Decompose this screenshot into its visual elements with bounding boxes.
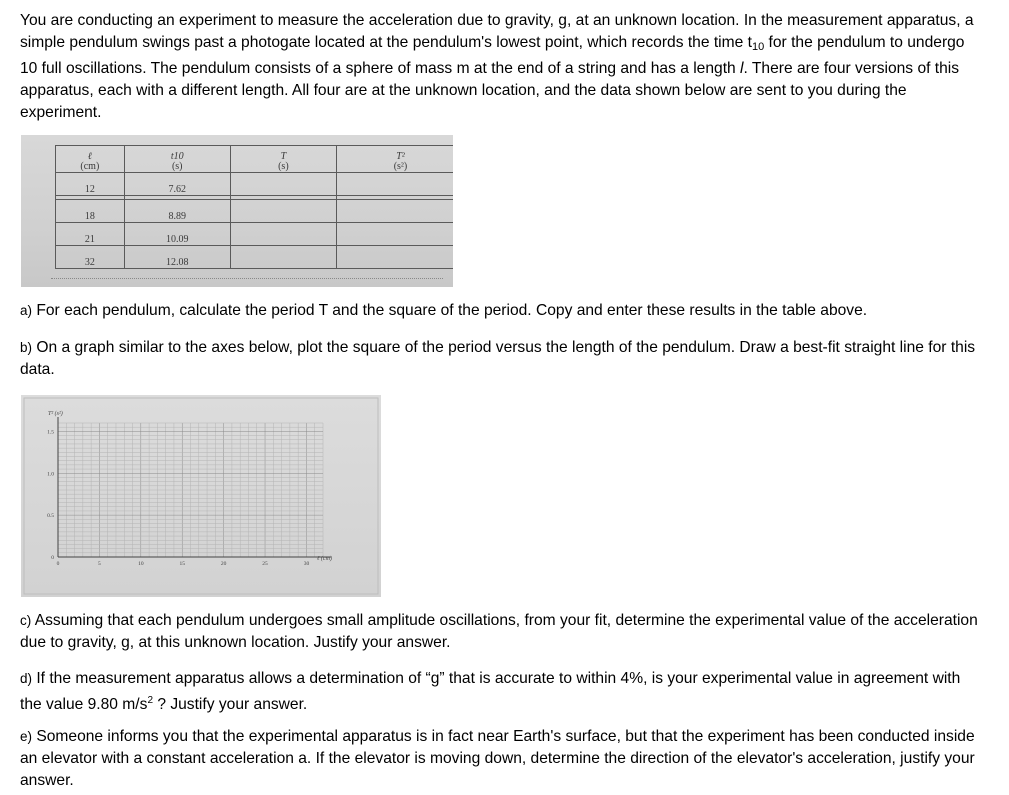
header-t10: t10 (s) bbox=[124, 146, 230, 173]
data-table-image bbox=[21, 135, 453, 287]
y-tick-label: 0.5 bbox=[47, 513, 54, 520]
x-tick-label: 0 bbox=[56, 561, 60, 567]
question-e: e) Someone informs you that the experimental apparatus is in fact near Earth's surface, but that the experiment has been conducted inside an elevator with a constant acceleration a. If the elevator is moving down, determine the direction of the elevator's acceleration, justify your answer. bbox=[20, 728, 975, 789]
cell-length: 12 bbox=[56, 173, 125, 196]
cell-period-squared-empty bbox=[336, 200, 453, 223]
table-row bbox=[56, 173, 454, 196]
x-axis-label: ℓ (cm) bbox=[317, 556, 332, 562]
question-d: d) If the measurement apparatus allows a determination of “g” that is accurate to within 4%, is your experimental value in agreement with the value 9.80 $m/s^2$ ? Justify your answer. bbox=[20, 670, 961, 714]
y-tick-label: 0 bbox=[51, 555, 54, 561]
x-tick-label: 20 bbox=[220, 561, 227, 567]
cell-length: 18 bbox=[56, 200, 125, 223]
cell-length: 21 bbox=[56, 223, 125, 246]
x-tick-label: 10 bbox=[138, 561, 144, 567]
table-row bbox=[56, 246, 454, 269]
scan-edge-dots bbox=[51, 278, 443, 279]
table-header-row bbox=[56, 146, 454, 173]
data-table bbox=[55, 145, 453, 269]
y-tick-label: 1.5 bbox=[47, 429, 54, 436]
x-tick-label: 15 bbox=[179, 561, 185, 567]
graph-axes bbox=[21, 395, 381, 597]
header-length: ℓ (cm) bbox=[56, 146, 125, 173]
cell-t10: 8.89 bbox=[124, 200, 230, 223]
question-a: a) For each pendulum, calculate the period T and the square of the period. Copy and enter these results in the table above. bbox=[20, 302, 868, 319]
table-row bbox=[56, 223, 454, 246]
header-period-squared: T² (s²) bbox=[336, 146, 453, 173]
cell-period-empty bbox=[230, 223, 336, 246]
graph-axes-image bbox=[21, 395, 381, 597]
cell-t10: 12.08 bbox=[124, 246, 230, 269]
cell-period-squared-empty bbox=[336, 223, 453, 246]
cell-length: 32 bbox=[56, 246, 125, 269]
graph-grid bbox=[58, 423, 323, 557]
cell-period-squared-empty bbox=[336, 246, 453, 269]
intro-paragraph: You are conducting an experiment to measure the acceleration due to gravity, g, at an unknown location. In the measurement apparatus, a simple pendulum swings past a photogate located at the pendulum's lowest point, which records the time $t_{10}$ for the pendulum to undergo 10 full oscillations. The pendulum consists of a sphere of mass m at the end of a string and has a length l. There are four versions of this apparatus, each with a different length. All four are at the unknown location, and the data shown below are sent to you during the experiment. bbox=[20, 12, 974, 121]
cell-period-empty bbox=[230, 173, 336, 196]
y-axis-label: T² (s²) bbox=[48, 411, 63, 417]
cell-t10: 7.62 bbox=[124, 173, 230, 196]
cell-period-empty bbox=[230, 246, 336, 269]
cell-period-empty bbox=[230, 200, 336, 223]
cell-t10: 10.09 bbox=[124, 223, 230, 246]
header-period: T (s) bbox=[230, 146, 336, 173]
y-tick-label: 1.0 bbox=[47, 471, 54, 478]
question-b: b) On a graph similar to the axes below, plot the square of the period versus the length of the pendulum. Draw a best-fit straight line for this data. bbox=[20, 339, 976, 378]
question-c: c) Assuming that each pendulum undergoes small amplitude oscillations, from your fit, determine the experimental value of the acceleration due to gravity, g, at this unknown location. Justify your answer. bbox=[20, 612, 978, 651]
x-tick-label: 5 bbox=[98, 561, 101, 567]
x-tick-label: 30 bbox=[303, 561, 310, 567]
cell-period-squared-empty bbox=[336, 173, 453, 196]
x-tick-label: 25 bbox=[262, 561, 268, 567]
table-row bbox=[56, 200, 454, 223]
